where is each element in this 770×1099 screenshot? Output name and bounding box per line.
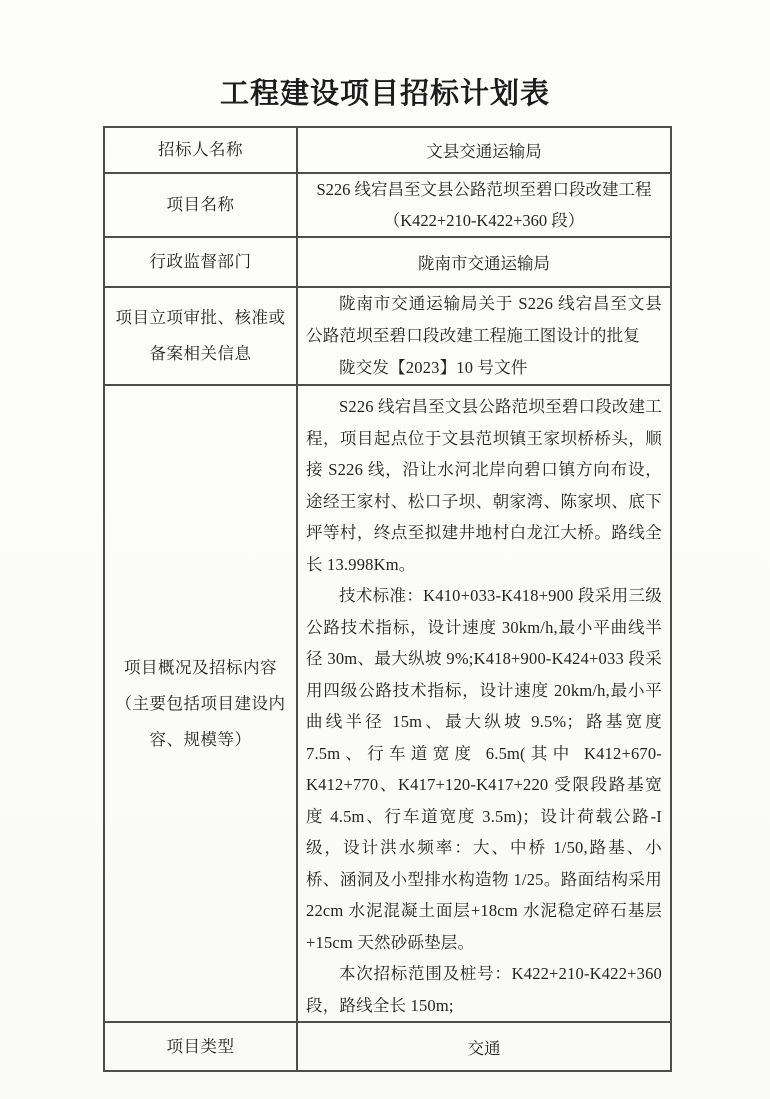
table-row-project-overview — [104, 385, 671, 1022]
project-name-label: 项目名称 — [104, 173, 297, 237]
project-type-label: 项目类型 — [104, 1022, 297, 1071]
project-overview-paragraph-3: 本次招标范围及桩号：K422+210-K422+360 段，路线全长 150m; — [306, 964, 662, 1015]
project-name-line-2: （K422+210-K422+360 段） — [383, 211, 585, 230]
supervising-department-value: 陇南市交通运输局 — [297, 237, 671, 287]
project-overview-paragraph-1: S226 线宕昌至文县公路范坝至碧口段改建工程，项目起点位于文县范坝镇王家坝桥桥头，顺接 S226 线，沿让水河北岸向碧口镇方向布设，途经王家村、松口子坝、朝家湾、陈家坝、底下坪等村，终点至拟建井地村白龙江大桥。路线全长 13.998Km。 — [306, 397, 662, 574]
project-overview-value — [297, 385, 671, 1022]
table-row-supervising-department — [104, 237, 671, 287]
approval-info-label: 项目立项审批、核准或备案相关信息 — [104, 287, 297, 385]
project-type-value: 交通 — [297, 1022, 671, 1071]
table-row-project-type — [104, 1022, 671, 1071]
bidder-name-value: 文县交通运输局 — [297, 127, 671, 173]
table-row-approval-info — [104, 287, 671, 385]
approval-info-paragraph-1: 陇南市交通运输局关于 S226 线宕昌至文县公路范坝至碧口段改建工程施工图设计的批复 — [306, 294, 662, 345]
supervising-department-label: 行政监督部门 — [104, 237, 297, 287]
bid-plan-table — [103, 126, 672, 1072]
approval-info-paragraph-2: 陇交发【2023】10 号文件 — [339, 358, 528, 377]
project-overview-paragraph-2: 技术标准：K410+033-K418+900 段采用三级公路技术指标，设计速度 30km/h,最小平曲线半径 30m、最大纵坡 9%;K418+900-K424+033 段采用四级公路技术指标，设计速度 20km/h,最小平曲线半径 15m、最大纵坡 9.5%；路基宽度 7.5m、行车道宽度 6.5m(其中 K412+670-K412+770、K417+120-K417+220 受限段路基宽度 4.5m、行车道宽度 3.5m)；设计荷载公路-I 级，设计洪水频率：大、中桥 1/50,路基、小桥、涵洞及小型排水构造物 1/25。路面结构采用 22cm 水泥混凝土面层+18cm 水泥稳定碎石基层+15cm 天然砂砾垫层。 — [306, 586, 662, 952]
project-name-value — [297, 173, 671, 237]
approval-info-value — [297, 287, 671, 385]
table-row-project-name — [104, 173, 671, 237]
table-row-bidder-name — [104, 127, 671, 173]
document-title: 工程建设项目招标计划表 — [219, 78, 550, 110]
project-overview-label: 项目概况及招标内容（主要包括项目建设内容、规模等） — [104, 385, 297, 1022]
bidder-name-label: 招标人名称 — [104, 127, 297, 173]
project-name-line-1: S226 线宕昌至文县公路范坝至碧口段改建工程 — [316, 180, 652, 199]
